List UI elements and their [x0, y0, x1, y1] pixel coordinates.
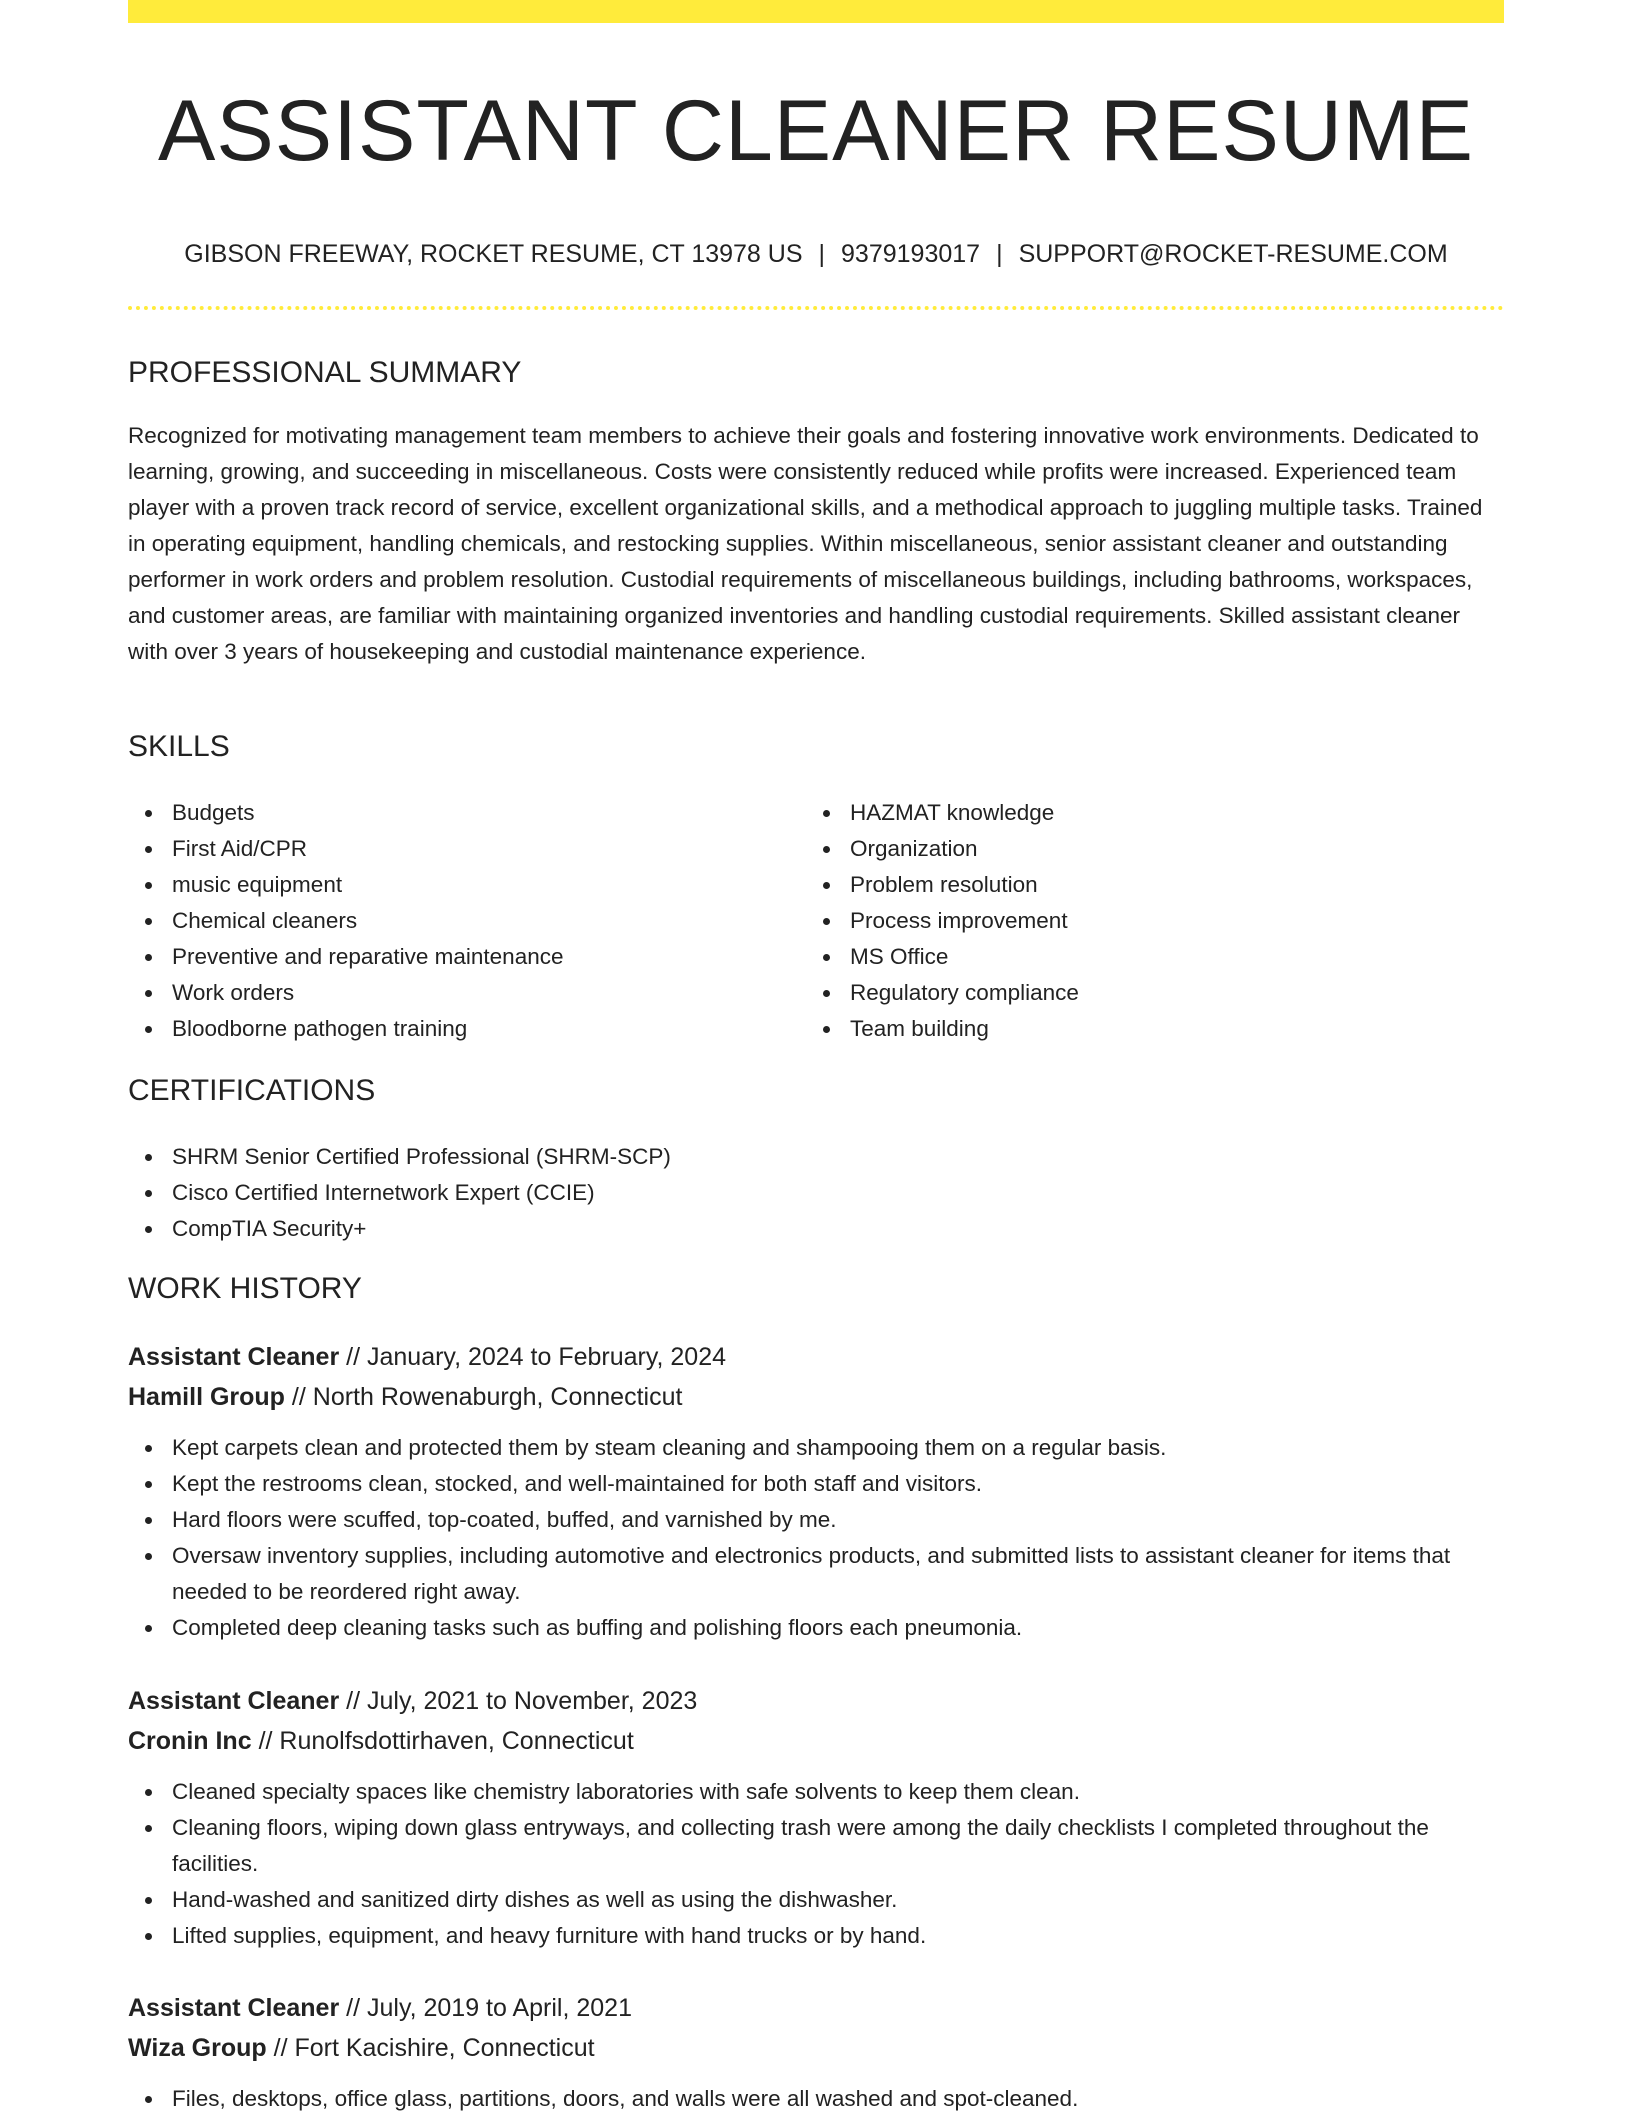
job-company-line	[128, 1721, 1504, 1761]
contact-email: SUPPORT@ROCKET-RESUME.COM	[1018, 240, 1448, 268]
list-item: Budgets	[128, 795, 778, 831]
skills-list-left	[128, 795, 778, 1047]
job-company: Wiza Group	[128, 2034, 267, 2062]
job-dates: // January, 2024 to February, 2024	[346, 1343, 727, 1371]
skills-list-right	[806, 795, 1456, 1047]
list-item: Chemical cleaners	[128, 903, 778, 939]
list-item: Work orders	[128, 975, 778, 1011]
list-item: First Aid/CPR	[128, 831, 778, 867]
list-item: Kept carpets clean and protected them by steam cleaning and shampooing them on a regular basis.	[128, 1430, 1504, 1466]
job-duties-list	[128, 1430, 1504, 1646]
job-company: Hamill Group	[128, 1383, 285, 1411]
resume-page	[128, 0, 1504, 2112]
job-title-line	[128, 1337, 1504, 1377]
job-company-line	[128, 2028, 1504, 2068]
contact-address: GIBSON FREEWAY, ROCKET RESUME, CT 13978 US	[184, 240, 803, 268]
list-item: Cleaned specialty spaces like chemistry laboratories with safe solvents to keep them clean.	[128, 1774, 1504, 1810]
job-entry	[128, 1337, 1504, 1646]
list-item: Team building	[806, 1011, 1456, 1047]
list-item: MS Office	[806, 939, 1456, 975]
job-title-line	[128, 1988, 1504, 2028]
job-title-line	[128, 1681, 1504, 1721]
job-company: Cronin Inc	[128, 1727, 252, 1755]
list-item: Process improvement	[806, 903, 1456, 939]
list-item: Organization	[806, 831, 1456, 867]
resume-title: ASSISTANT CLEANER RESUME	[158, 83, 1474, 179]
certifications-list	[128, 1139, 1504, 1247]
skills-heading: SKILLS	[128, 730, 230, 763]
job-duties-list	[128, 1774, 1504, 1954]
list-item: Problem resolution	[806, 867, 1456, 903]
list-item: HAZMAT knowledge	[806, 795, 1456, 831]
list-item: Lifted supplies, equipment, and heavy furniture with hand trucks or by hand.	[128, 1918, 1504, 1954]
job-entry	[128, 1988, 1504, 2117]
list-item: Hand-washed and sanitized dirty dishes as well as using the dishwasher.	[128, 1882, 1504, 1918]
list-item: Files, desktops, office glass, partitions, doors, and walls were all washed and spot-cleaned.	[128, 2081, 1504, 2117]
header-divider	[128, 306, 1504, 310]
list-item: Cisco Certified Internetwork Expert (CCIE)	[128, 1175, 1504, 1211]
job-dates: // July, 2019 to April, 2021	[346, 1994, 632, 2022]
contact-phone: 9379193017	[841, 240, 981, 268]
job-title: Assistant Cleaner	[128, 1994, 340, 2022]
list-item: Preventive and reparative maintenance	[128, 939, 778, 975]
work-history-heading: WORK HISTORY	[128, 1272, 362, 1305]
certifications-heading: CERTIFICATIONS	[128, 1074, 376, 1107]
list-item: Hard floors were scuffed, top-coated, buffed, and varnished by me.	[128, 1502, 1504, 1538]
job-location: // Runolfsdottirhaven, Connecticut	[258, 1727, 634, 1755]
job-title: Assistant Cleaner	[128, 1343, 340, 1371]
contact-separator: |	[996, 240, 1003, 268]
list-item: CompTIA Security+	[128, 1211, 1504, 1247]
top-accent-bar	[128, 0, 1504, 23]
list-item: SHRM Senior Certified Professional (SHRM-SCP)	[128, 1139, 1504, 1175]
summary-text: Recognized for motivating management team members to achieve their goals and fostering innovative work environments. Dedicated to learning, growing, and succeeding in miscellaneous. Costs were consistently reduced while profits were increased. Experienced team player with a proven track record of service, excellent organizational skills, and a methodical approach to juggling multiple tasks. Trained in operating equipment, handling chemicals, and restocking supplies. Within miscellaneous, senior assistant cleaner and outstanding performer in work orders and problem resolution. Custodial requirements of miscellaneous buildings, including bathrooms, workspaces, and customer areas, are familiar with maintaining organized inventories and handling custodial requirements. Skilled assistant cleaner with over 3 years of housekeeping and custodial maintenance experience.	[128, 423, 1483, 664]
list-item: Completed deep cleaning tasks such as buffing and polishing floors each pneumonia.	[128, 1610, 1504, 1646]
summary-heading: PROFESSIONAL SUMMARY	[128, 356, 522, 389]
list-item: Cleaning floors, wiping down glass entryways, and collecting trash were among the daily checklists I completed throughout the facilities.	[128, 1810, 1504, 1882]
contact-line	[128, 236, 1504, 272]
job-location: // North Rowenaburgh, Connecticut	[291, 1383, 683, 1411]
job-title: Assistant Cleaner	[128, 1687, 340, 1715]
list-item: Regulatory compliance	[806, 975, 1456, 1011]
list-item: Kept the restrooms clean, stocked, and well-maintained for both staff and visitors.	[128, 1466, 1504, 1502]
list-item: music equipment	[128, 867, 778, 903]
contact-separator: |	[818, 240, 826, 268]
job-entry	[128, 1681, 1504, 1954]
job-location: // Fort Kacishire, Connecticut	[273, 2034, 595, 2062]
list-item: Oversaw inventory supplies, including automotive and electronics products, and submitted lists to assistant cleaner for items that needed to be reordered right away.	[128, 1538, 1504, 1610]
job-company-line	[128, 1377, 1504, 1417]
list-item: Bloodborne pathogen training	[128, 1011, 778, 1047]
job-dates: // July, 2021 to November, 2023	[346, 1687, 698, 1715]
